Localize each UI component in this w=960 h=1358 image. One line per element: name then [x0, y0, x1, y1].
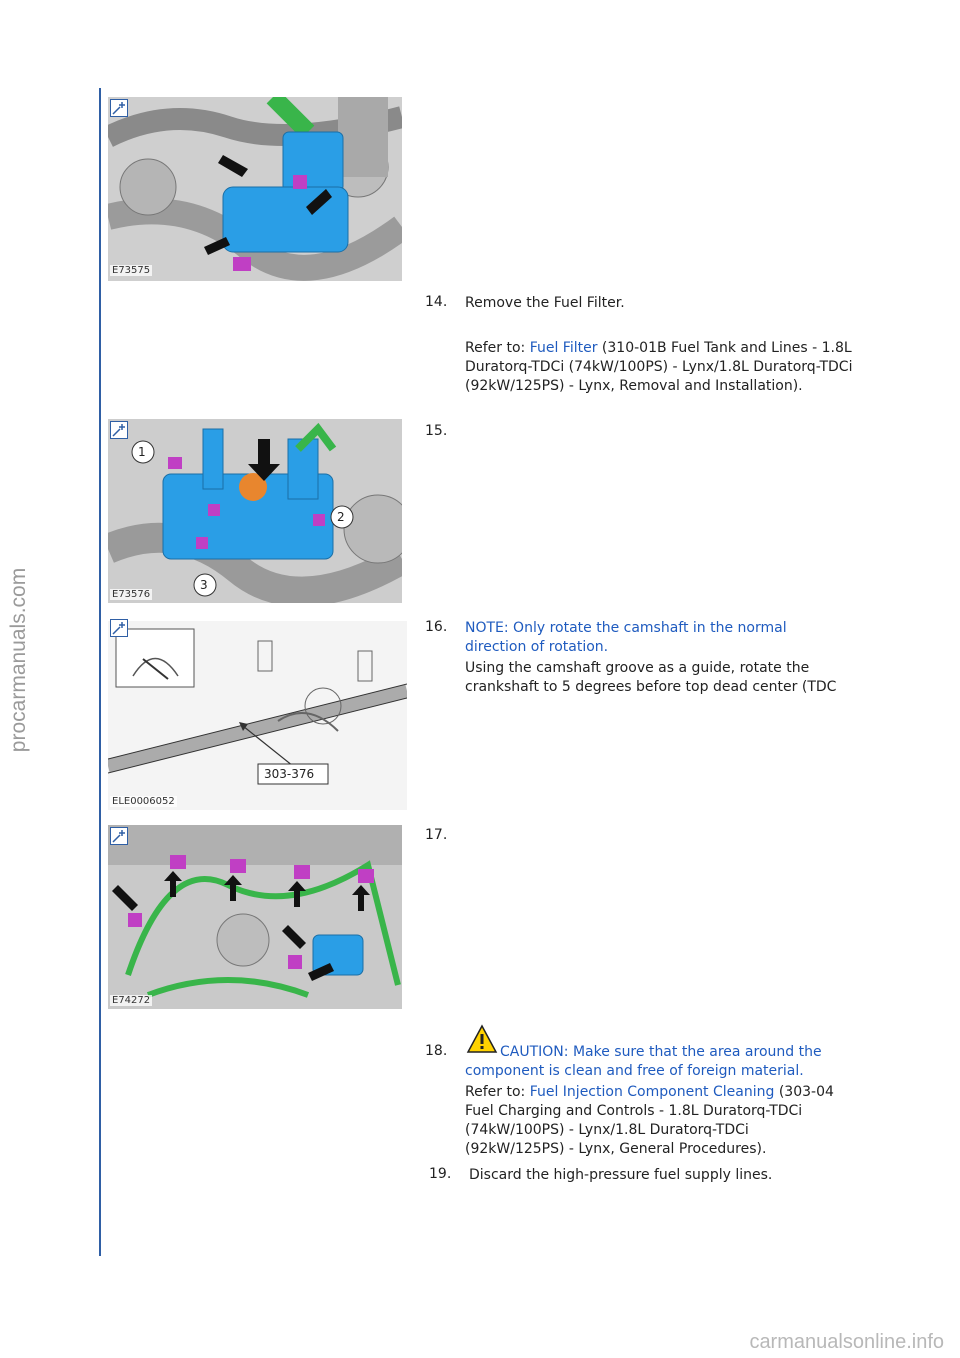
step-16-note-cont: direction of rotation.: [465, 639, 609, 655]
step-number-14: 14.: [425, 294, 448, 310]
left-margin-rule: [99, 88, 101, 1256]
step-16-instruction-cont: crankshaft to 5 degrees before top dead center (TDC: [465, 679, 837, 695]
engine-illustration-2: [108, 419, 402, 603]
zoom-icon[interactable]: [110, 619, 128, 637]
callout-1: 1: [138, 445, 146, 459]
step-number-16: 16.: [425, 619, 448, 635]
step-14-reference: [465, 339, 875, 396]
step-14-instruction: Remove the Fuel Filter.: [465, 295, 625, 311]
engine-illustration-4: [108, 825, 402, 1009]
zoom-icon[interactable]: [110, 99, 128, 117]
zoom-icon[interactable]: [110, 421, 128, 439]
step-18-caution-cont: component is clean and free of foreign material.: [465, 1063, 804, 1079]
refer-to-label: Refer to:: [465, 1084, 530, 1100]
figure-e74272[interactable]: [108, 825, 402, 1009]
figure-e73576[interactable]: [108, 419, 402, 603]
reference-detail: (310-01B Fuel Tank and Lines - 1.8L Duratorq-TDCi (74kW/100PS) - Lynx/1.8L Duratorq-TDCi (92kW/125PS) - Lynx, Removal and Installation).: [465, 340, 853, 394]
step-number-15: 15.: [425, 423, 448, 439]
callout-3: 3: [200, 578, 208, 592]
figure-code: E73576: [112, 589, 151, 600]
reference-detail: (303-04: [774, 1084, 834, 1100]
step-19-instruction: Discard the high-pressure fuel supply lines.: [469, 1167, 773, 1183]
step-18-caution: CAUTION: Make sure that the area around the: [500, 1044, 822, 1060]
fuel-filter-link[interactable]: Fuel Filter: [529, 340, 598, 356]
warning-triangle-icon: [466, 1024, 498, 1054]
figure-code: ELE0006052: [112, 796, 175, 807]
figure-ele0006052[interactable]: [108, 621, 407, 810]
step-18-reference: [465, 1083, 875, 1102]
figure-code: E73575: [112, 265, 151, 276]
footer-watermark: carmanualsonline.info: [749, 1331, 944, 1353]
special-tool-label: 303-376: [264, 767, 315, 781]
side-watermark-text: procarmanuals.com: [7, 567, 30, 753]
engine-illustration-1: [108, 97, 402, 281]
side-watermark: [4, 510, 34, 810]
reference-detail-line4: (92kW/125PS) - Lynx, General Procedures).: [465, 1141, 767, 1157]
step-16-note: NOTE: Only rotate the camshaft in the normal: [465, 620, 787, 636]
zoom-icon[interactable]: [110, 827, 128, 845]
step-number-18: 18.: [425, 1043, 448, 1059]
figure-e73575[interactable]: [108, 97, 402, 281]
refer-to-label: Refer to:: [465, 340, 530, 356]
camshaft-illustration: [108, 621, 407, 810]
figure-code: E74272: [112, 995, 151, 1006]
step-number-19: 19.: [429, 1166, 452, 1182]
reference-detail-line2: Fuel Charging and Controls - 1.8L Duratorq-TDCi: [465, 1103, 803, 1119]
fuel-injection-cleaning-link[interactable]: Fuel Injection Component Cleaning: [529, 1084, 775, 1100]
callout-2: 2: [337, 510, 345, 524]
reference-detail-line3: (74kW/100PS) - Lynx/1.8L Duratorq-TDCi: [465, 1122, 749, 1138]
step-16-instruction: Using the camshaft groove as a guide, rotate the: [465, 660, 810, 676]
step-number-17: 17.: [425, 827, 448, 843]
